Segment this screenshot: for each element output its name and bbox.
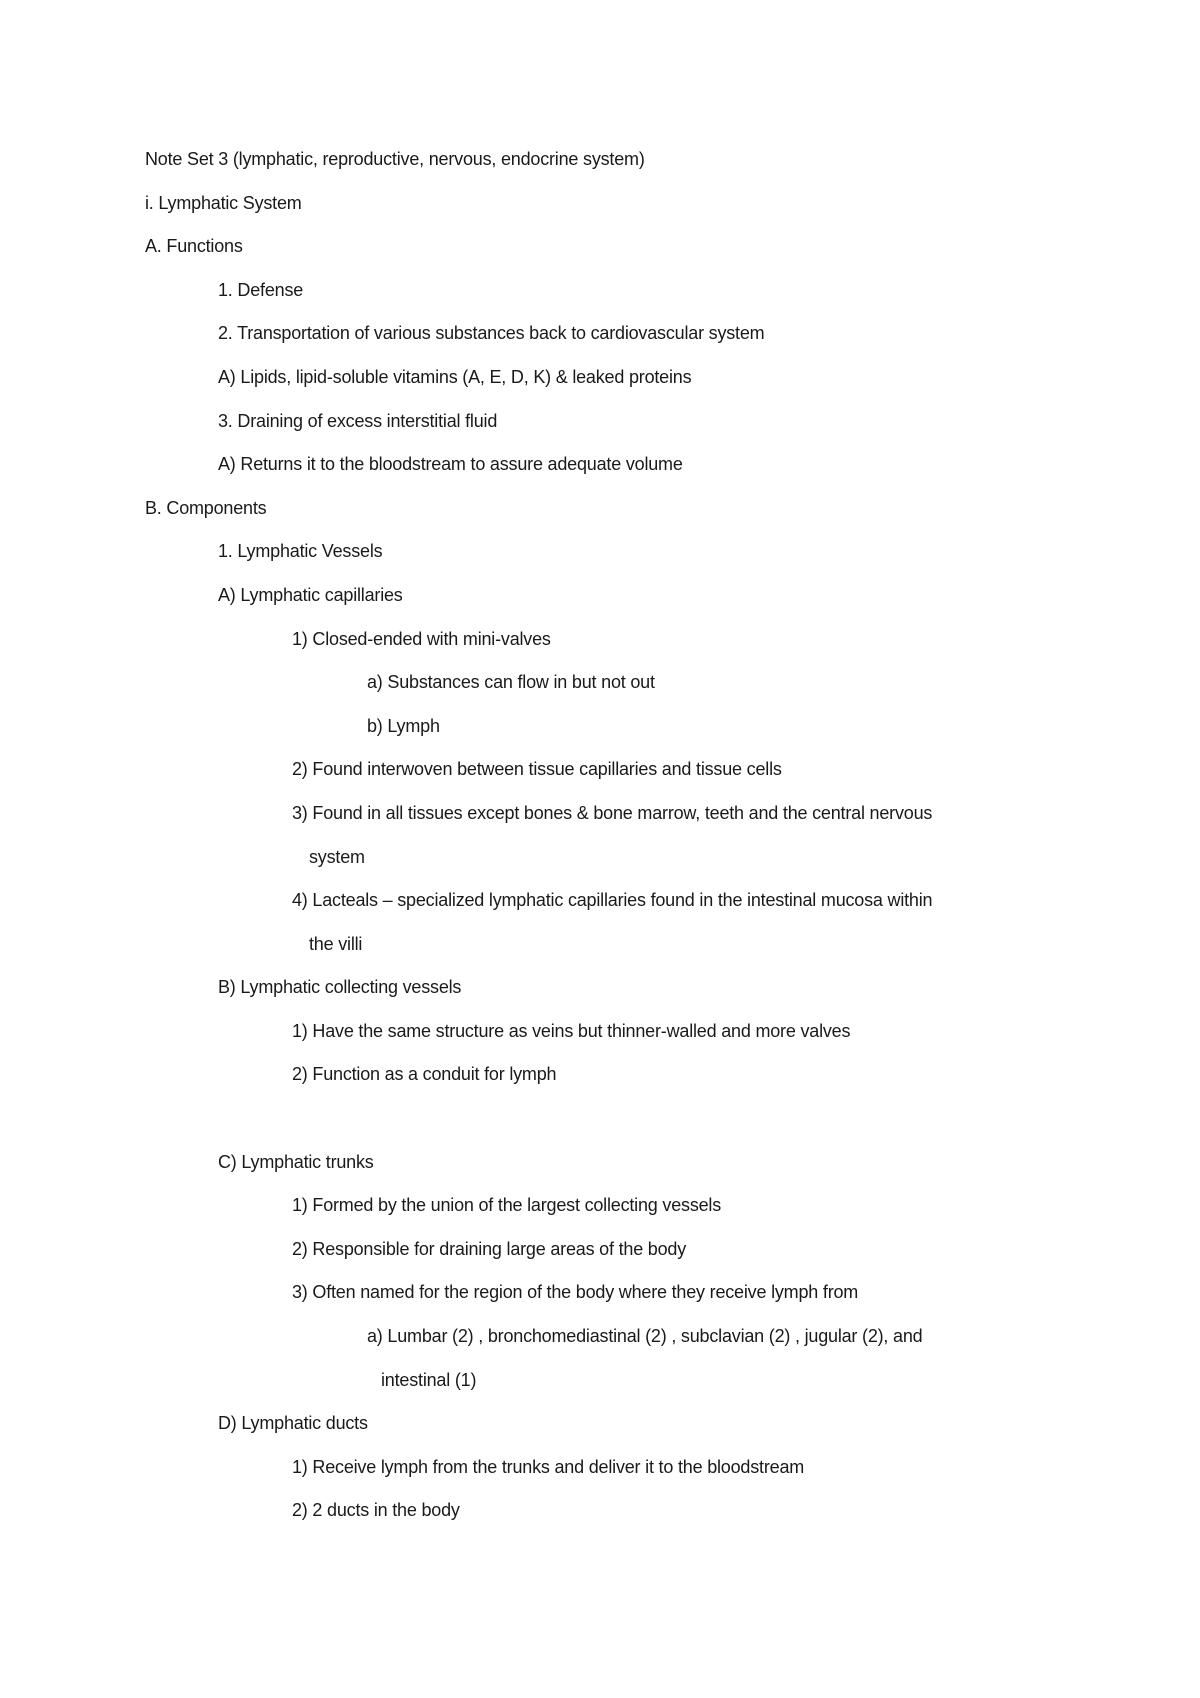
subsection-heading: B. Components	[145, 497, 267, 518]
list-item: A) Lipids, lipid-soluble vitamins (A, E, D, K) & leaked proteins	[218, 366, 692, 387]
list-item: 4) Lacteals – specialized lymphatic capillaries found in the intestinal mucosa within	[292, 890, 933, 911]
list-item: a) Substances can flow in but not out	[367, 672, 655, 693]
list-item: 2) Responsible for draining large areas of the body	[292, 1238, 687, 1259]
list-item: 2) Function as a conduit for lymph	[292, 1064, 557, 1085]
list-item: A) Lymphatic capillaries	[218, 584, 403, 605]
list-item: 2. Transportation of various substances back to cardiovascular system	[218, 323, 765, 344]
list-item: D) Lymphatic ducts	[218, 1413, 368, 1434]
list-item: B) Lymphatic collecting vessels	[218, 977, 462, 998]
list-item: b) Lymph	[367, 715, 440, 736]
section-heading: i. Lymphatic System	[145, 192, 302, 213]
list-item: 1) Formed by the union of the largest collecting vessels	[292, 1195, 722, 1216]
list-item-continuation: the villi	[309, 933, 363, 954]
list-item: a) Lumbar (2) , bronchomediastinal (2) , subclavian (2) , jugular (2), and	[367, 1326, 923, 1347]
list-item: 3) Found in all tissues except bones & bone marrow, teeth and the central nervous	[292, 802, 933, 823]
list-item-continuation: system	[309, 846, 365, 867]
list-item: A) Returns it to the bloodstream to assure adequate volume	[218, 454, 683, 475]
list-item: 1. Defense	[218, 279, 304, 300]
list-item: 1) Closed-ended with mini-valves	[292, 628, 551, 649]
blank-line	[0, 1097, 1200, 1141]
list-item: C) Lymphatic trunks	[218, 1151, 374, 1172]
list-item: 3. Draining of excess interstitial fluid	[218, 410, 498, 431]
document-page	[0, 138, 1200, 1533]
list-item: 2) Found interwoven between tissue capillaries and tissue cells	[292, 759, 782, 780]
list-item-continuation: intestinal (1)	[381, 1369, 477, 1390]
list-item: 2) 2 ducts in the body	[292, 1500, 460, 1521]
list-item: 1) Have the same structure as veins but thinner-walled and more valves	[292, 1020, 851, 1041]
list-item: 1) Receive lymph from the trunks and deliver it to the bloodstream	[292, 1456, 805, 1477]
subsection-heading: A. Functions	[145, 236, 243, 257]
list-item: 1. Lymphatic Vessels	[218, 541, 383, 562]
list-item: 3) Often named for the region of the body where they receive lymph from	[292, 1282, 859, 1303]
document-title: Note Set 3 (lymphatic, reproductive, nervous, endocrine system)	[145, 149, 645, 169]
